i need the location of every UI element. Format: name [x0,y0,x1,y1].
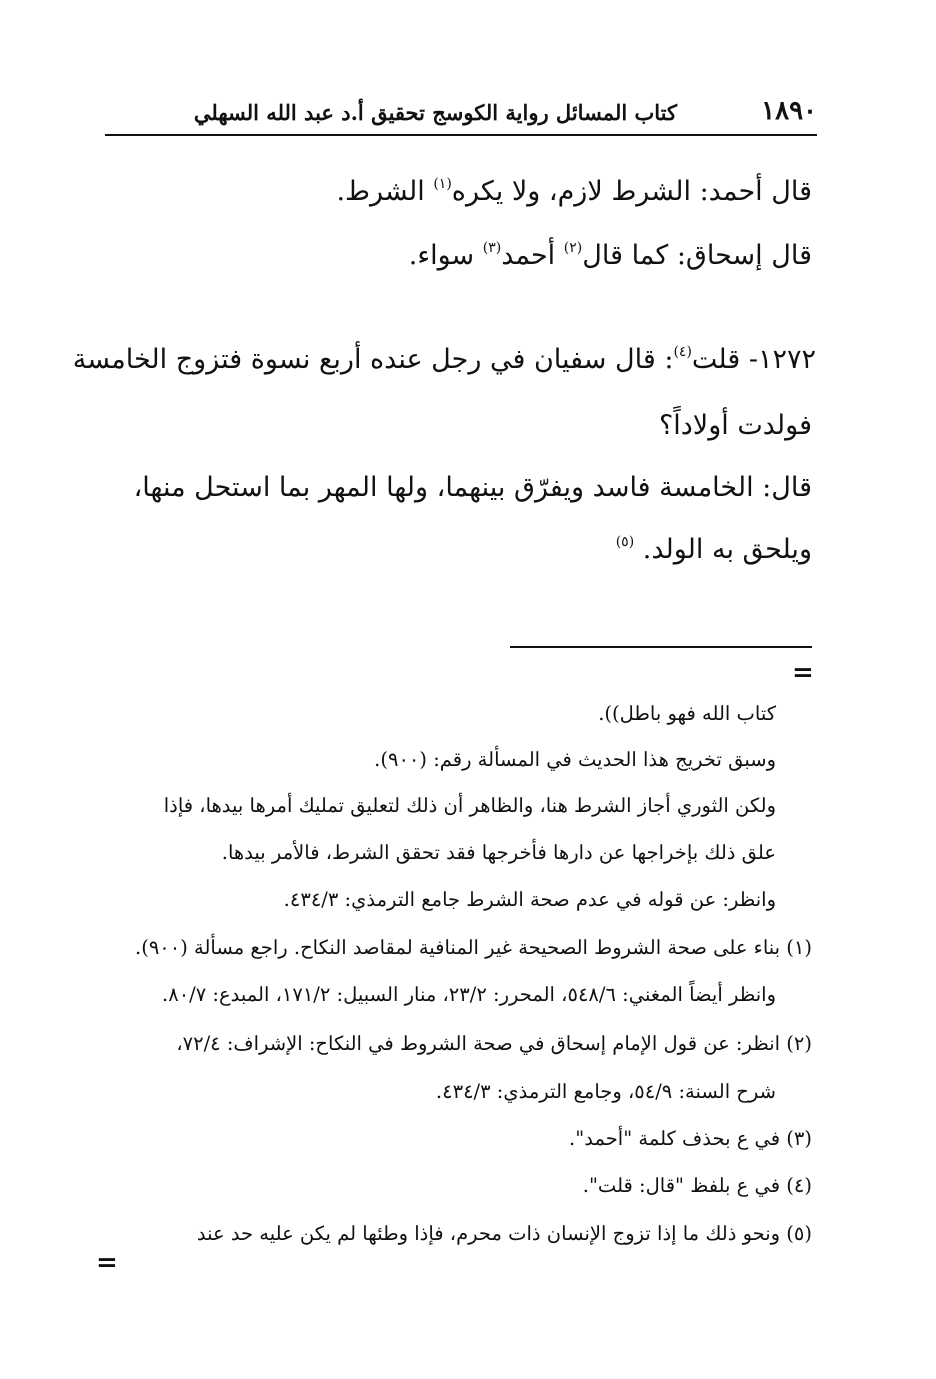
footnote-separator [510,646,812,648]
footnote-cont-line-1: كتاب الله فهو باطل)). [598,702,776,725]
footnote-ref-2: (٢) [563,240,583,256]
footnote-1-line-2: وانظر أيضاً المغني: ٥٤٨/٦، المحرر: ٢٣/٢، منار السبيل: ١٧١/٢، المبدع: ٨٠/٧. [162,983,776,1006]
line1-text-a: قال أحمد: الشرط لازم، ولا يكره [451,176,812,207]
answer-line-2 [112,534,812,566]
footnote-2-line-2: شرح السنة: ٥٤/٩، وجامع الترمذي: ٤٣٤/٣. [435,1080,776,1103]
masala-text-a: قلت [691,344,741,375]
line1-text-b: الشرط. [336,176,434,207]
footnote-ref-5: (٥) [615,534,635,550]
footnote-cont-line-5: وانظر: عن قوله في عدم صحة الشرط جامع الترمذي: ٤٣٤/٣. [283,888,776,911]
footnote-cont-line-3: ولكن الثوري أجاز الشرط هنا، والظاهر أن ذلك لتعليق تمليك أمرها بيدها، فإذا [163,794,776,817]
answer-line2-text: ويلحق به الولد. [634,534,812,565]
end-continuation-mark: = [96,1248,118,1278]
page-header [105,96,817,136]
footnote-cont-line-2: وسبق تخريج هذا الحديث في المسألة رقم: (٩٠٠). [374,748,776,771]
footnote-4: (٤) في ع بلفظ "قال: قلت". [582,1174,812,1197]
footnote-ref-3: (٣) [482,240,502,256]
continuation-mark: = [792,658,814,688]
footnote-ref-4: (٤) [673,344,692,360]
body-line-1 [112,176,812,208]
line2-text-a: قال إسحاق: كما قال [582,240,812,271]
body-line-2 [112,240,812,272]
footnote-3: (٣) في ع بحذف كلمة "أحمد". [569,1127,812,1150]
line2-text-c: سواء. [408,240,483,271]
footnote-cont-line-4: علق ذلك بإخراجها عن دارها فأخرجها فقد تحقق الشرط، فالأمر بيدها. [221,841,776,864]
footnote-1-line-1: (١) بناء على صحة الشروط الصحيحة غير المنافية لمقاصد النكاح. راجع مسألة (٩٠٠). [135,936,812,959]
masala-line-2: فولدت أولاداً؟ [658,410,812,441]
masala-line-1 [72,344,816,376]
line2-text-b: أحمد [501,240,564,271]
page-number: ١٨٩٠ [761,96,817,126]
footnote-5: (٥) ونحو ذلك ما إذا تزوج الإنسان ذات محرم، فإذا وطئها لم يكن عليه حد عند [196,1222,812,1245]
masala-number: ١٢٧٢- [740,344,816,375]
answer-line-1: قال: الخامسة فاسد ويفرّق بينهما، ولها المهر بما استحل منها، [133,472,812,503]
masala-text-b: : قال سفيان في رجل عنده أربع نسوة فتزوج الخامسة [72,344,674,375]
footnote-2-line-1: (٢) انظر: عن قول الإمام إسحاق في صحة الشروط في النكاح: الإشراف: ٧٢/٤، [176,1032,812,1055]
footnote-ref-1: (١) [433,176,452,192]
book-title: كتاب المسائل رواية الكوسج تحقيق أ.د عبد الله السهلي [193,100,677,125]
